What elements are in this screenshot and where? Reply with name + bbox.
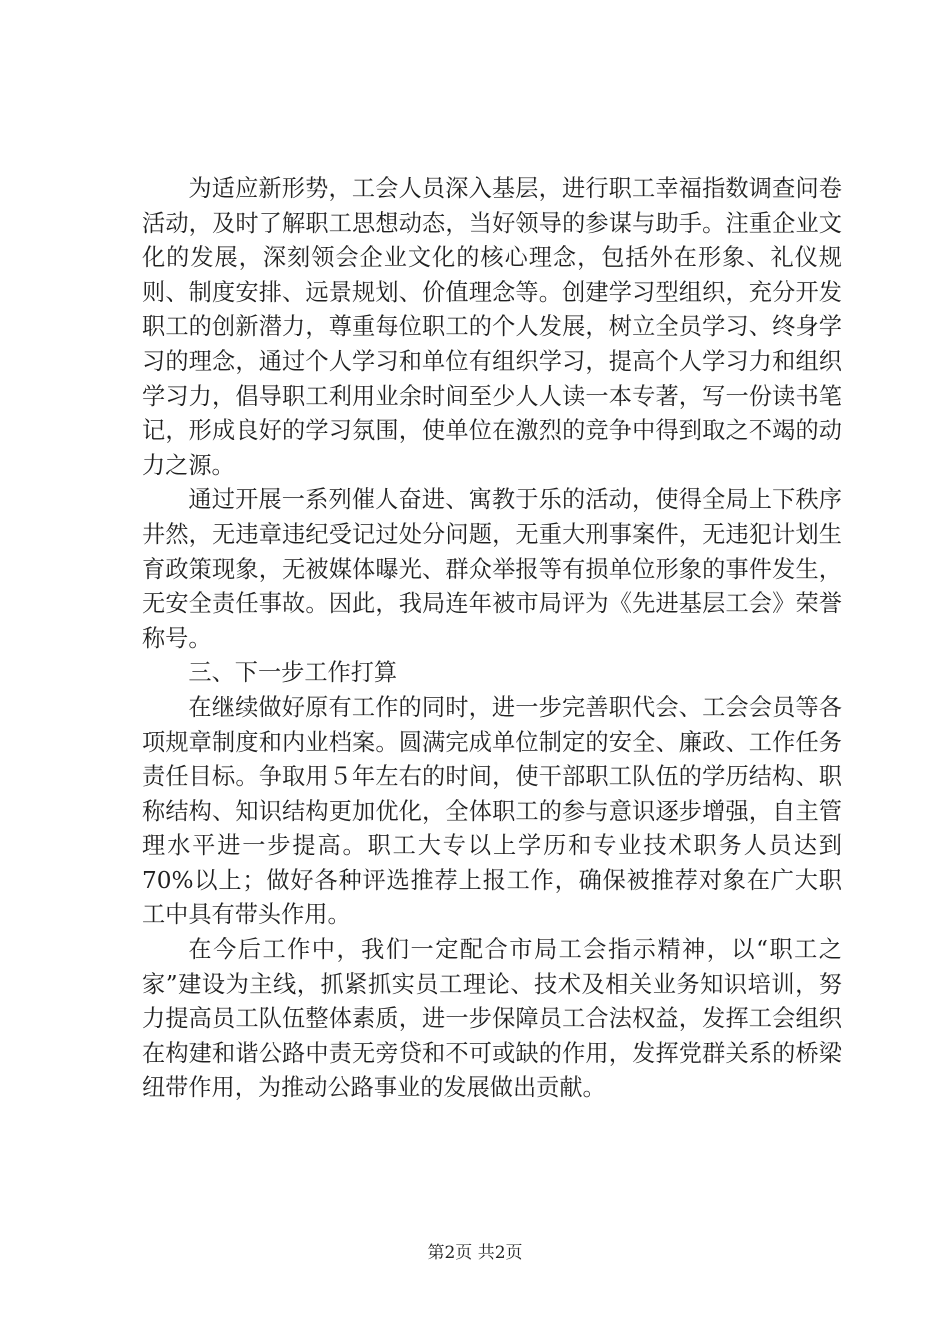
paragraph-employee-survey-culture: 为适应新形势，工会人员深入基层，进行职工幸福指数调查问卷活动，及时了解职工思想动态，当好领导的参谋与助手。注重企业文化的发展，深刻领会企业文化的核心理念，包括外在形象、礼仪规则、制度安排、远景规划、价值理念等。创建学习型组织，充分开发职工的创新潜力，尊重每位职工的个人发展，树立全员学习、终身学习的理念，通过个人学习和单位有组织学习，提高个人学习力和组织学习力，倡导职工利用业余时间至少人人读一本专著，写一份读书笔记，形成良好的学习氛围，使单位在激烈的竞争中得到取之不竭的动力之源。 <box>142 175 842 479</box>
paragraph-activities-honors: 通过开展一系列催人奋进、寓教于乐的活动，使得全局上下秩序井然，无违章违纪受记过处分问题，无重大刑事案件，无违犯计划生育政策现象，无被媒体曝光、群众举报等有损单位形象的事件发生，无安全责任事故。因此，我局连年被市局评为《先进基层工会》荣誉称号。 <box>142 486 842 652</box>
paragraph-future-work: 在今后工作中，我们一定配合市局工会指示精神，以“职工之家”建设为主线，抓紧抓实员工理论、技术及相关业务知识培训，努力提高员工队伍整体素质，进一步保障员工合法权益，发挥工会组织在构建和谐公路中责无旁贷和不可或缺的作用，发挥党群关系的桥梁纽带作用，为推动公路事业的发展做出贡献。 <box>142 936 842 1102</box>
paragraph-next-step-plan: 在继续做好原有工作的同时，进一步完善职代会、工会会员等各项规章制度和内业档案。圆满完成单位制定的安全、廉政、工作任务责任目标。争取用５年左右的时间，使干部职工队伍的学历结构、职称结构、知识结构更加优化，全体职工的参与意识逐步增强，自主管理水平进一步提高。职工大专以上学历和专业技术职务人员达到70%以上；做好各种评选推荐上报工作，确保被推荐对象在广大职工中具有带头作用。 <box>142 693 842 929</box>
document-body <box>142 172 842 1106</box>
section-heading-next-steps: 三、下一步工作打算 <box>188 659 398 687</box>
page-number-footer: 第2页 共2页 <box>427 1243 523 1263</box>
